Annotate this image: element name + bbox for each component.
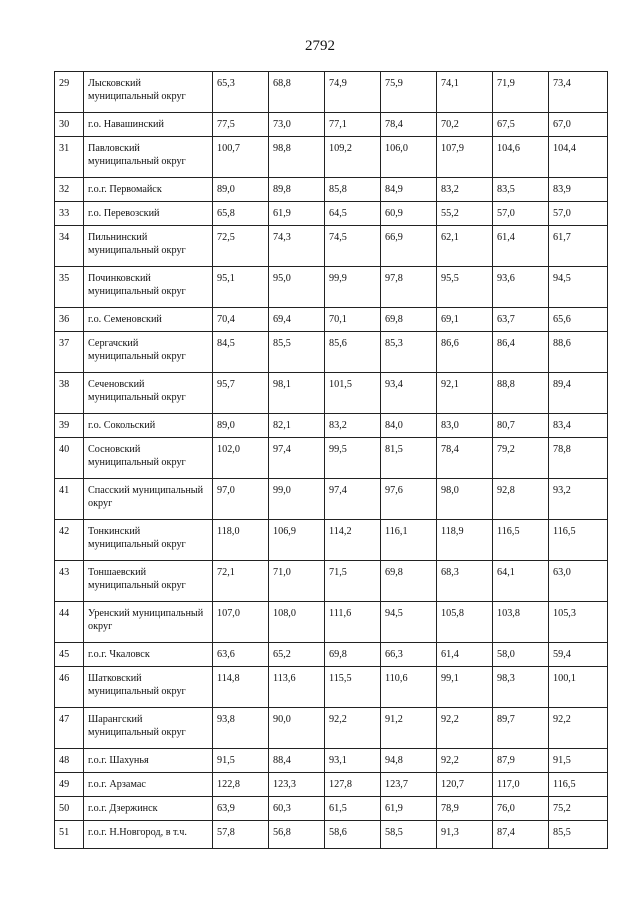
- value-cell: 98,0: [437, 479, 493, 520]
- value-cell: 71,9: [493, 72, 549, 113]
- value-cell: 73,4: [549, 72, 608, 113]
- value-cell: 88,8: [493, 373, 549, 414]
- value-cell: 99,5: [325, 438, 381, 479]
- table-row: [55, 226, 608, 267]
- value-cell: 61,7: [549, 226, 608, 267]
- value-cell: 91,5: [213, 749, 269, 773]
- value-cell: 97,8: [381, 267, 437, 308]
- table-row: [55, 202, 608, 226]
- value-cell: 57,0: [549, 202, 608, 226]
- row-number: 32: [55, 178, 84, 202]
- row-number: 44: [55, 602, 84, 643]
- municipality-name: г.о. Сокольский: [84, 414, 213, 438]
- table-row: [55, 438, 608, 479]
- value-cell: 83,2: [325, 414, 381, 438]
- value-cell: 63,9: [213, 797, 269, 821]
- value-cell: 98,1: [269, 373, 325, 414]
- value-cell: 55,2: [437, 202, 493, 226]
- value-cell: 65,3: [213, 72, 269, 113]
- value-cell: 118,0: [213, 520, 269, 561]
- value-cell: 81,5: [381, 438, 437, 479]
- municipality-name: г.о.г. Шахунья: [84, 749, 213, 773]
- municipality-name: г.о.г. Чкаловск: [84, 643, 213, 667]
- value-cell: 63,0: [549, 561, 608, 602]
- value-cell: 61,9: [269, 202, 325, 226]
- value-cell: 123,3: [269, 773, 325, 797]
- value-cell: 67,0: [549, 113, 608, 137]
- value-cell: 91,5: [549, 749, 608, 773]
- value-cell: 95,5: [437, 267, 493, 308]
- value-cell: 104,6: [493, 137, 549, 178]
- table-row: [55, 373, 608, 414]
- table-row: [55, 308, 608, 332]
- value-cell: 91,2: [381, 708, 437, 749]
- value-cell: 83,0: [437, 414, 493, 438]
- municipality-name: Лысковский муниципальный округ: [84, 72, 213, 113]
- table-row: [55, 708, 608, 749]
- value-cell: 74,3: [269, 226, 325, 267]
- value-cell: 69,1: [437, 308, 493, 332]
- value-cell: 116,5: [493, 520, 549, 561]
- value-cell: 97,0: [213, 479, 269, 520]
- value-cell: 59,4: [549, 643, 608, 667]
- value-cell: 67,5: [493, 113, 549, 137]
- value-cell: 95,1: [213, 267, 269, 308]
- value-cell: 86,6: [437, 332, 493, 373]
- value-cell: 65,2: [269, 643, 325, 667]
- value-cell: 93,6: [493, 267, 549, 308]
- value-cell: 56,8: [269, 821, 325, 849]
- value-cell: 88,6: [549, 332, 608, 373]
- value-cell: 66,3: [381, 643, 437, 667]
- municipality-name: Починковский муниципальный округ: [84, 267, 213, 308]
- municipality-name: Сеченовский муниципальный округ: [84, 373, 213, 414]
- value-cell: 78,9: [437, 797, 493, 821]
- value-cell: 85,6: [325, 332, 381, 373]
- municipality-name: Пильнинский муниципальный округ: [84, 226, 213, 267]
- value-cell: 58,6: [325, 821, 381, 849]
- value-cell: 116,5: [549, 773, 608, 797]
- value-cell: 101,5: [325, 373, 381, 414]
- value-cell: 127,8: [325, 773, 381, 797]
- indicator-table: [54, 71, 608, 849]
- value-cell: 66,9: [381, 226, 437, 267]
- value-cell: 109,2: [325, 137, 381, 178]
- row-number: 40: [55, 438, 84, 479]
- value-cell: 78,8: [549, 438, 608, 479]
- municipality-name: Шатковский муниципальный округ: [84, 667, 213, 708]
- value-cell: 84,5: [213, 332, 269, 373]
- value-cell: 83,2: [437, 178, 493, 202]
- value-cell: 89,8: [269, 178, 325, 202]
- value-cell: 84,9: [381, 178, 437, 202]
- value-cell: 64,5: [325, 202, 381, 226]
- municipality-name: г.о. Перевозский: [84, 202, 213, 226]
- municipality-name: Уренский муниципальный округ: [84, 602, 213, 643]
- value-cell: 92,2: [437, 708, 493, 749]
- value-cell: 79,2: [493, 438, 549, 479]
- value-cell: 77,5: [213, 113, 269, 137]
- row-number: 29: [55, 72, 84, 113]
- municipality-name: г.о.г. Арзамас: [84, 773, 213, 797]
- value-cell: 116,5: [549, 520, 608, 561]
- value-cell: 68,3: [437, 561, 493, 602]
- table-row: [55, 643, 608, 667]
- value-cell: 61,4: [493, 226, 549, 267]
- value-cell: 57,0: [493, 202, 549, 226]
- value-cell: 91,3: [437, 821, 493, 849]
- value-cell: 87,9: [493, 749, 549, 773]
- value-cell: 95,7: [213, 373, 269, 414]
- row-number: 48: [55, 749, 84, 773]
- value-cell: 89,7: [493, 708, 549, 749]
- row-number: 41: [55, 479, 84, 520]
- value-cell: 89,0: [213, 414, 269, 438]
- value-cell: 75,9: [381, 72, 437, 113]
- value-cell: 107,0: [213, 602, 269, 643]
- value-cell: 106,9: [269, 520, 325, 561]
- value-cell: 69,8: [381, 561, 437, 602]
- value-cell: 94,8: [381, 749, 437, 773]
- value-cell: 71,0: [269, 561, 325, 602]
- table-row: [55, 137, 608, 178]
- value-cell: 93,1: [325, 749, 381, 773]
- value-cell: 93,2: [549, 479, 608, 520]
- value-cell: 113,6: [269, 667, 325, 708]
- value-cell: 74,9: [325, 72, 381, 113]
- value-cell: 117,0: [493, 773, 549, 797]
- value-cell: 86,4: [493, 332, 549, 373]
- value-cell: 114,2: [325, 520, 381, 561]
- value-cell: 89,4: [549, 373, 608, 414]
- municipality-name: Спасский муниципальный округ: [84, 479, 213, 520]
- value-cell: 69,8: [381, 308, 437, 332]
- value-cell: 68,8: [269, 72, 325, 113]
- value-cell: 58,0: [493, 643, 549, 667]
- value-cell: 85,8: [325, 178, 381, 202]
- value-cell: 85,5: [549, 821, 608, 849]
- value-cell: 58,5: [381, 821, 437, 849]
- value-cell: 105,8: [437, 602, 493, 643]
- value-cell: 98,8: [269, 137, 325, 178]
- value-cell: 72,5: [213, 226, 269, 267]
- table-row: [55, 773, 608, 797]
- value-cell: 92,2: [549, 708, 608, 749]
- value-cell: 116,1: [381, 520, 437, 561]
- value-cell: 88,4: [269, 749, 325, 773]
- value-cell: 74,5: [325, 226, 381, 267]
- row-number: 45: [55, 643, 84, 667]
- value-cell: 77,1: [325, 113, 381, 137]
- table-row: [55, 267, 608, 308]
- value-cell: 72,1: [213, 561, 269, 602]
- value-cell: 118,9: [437, 520, 493, 561]
- table-row: [55, 667, 608, 708]
- value-cell: 65,6: [549, 308, 608, 332]
- row-number: 37: [55, 332, 84, 373]
- value-cell: 74,1: [437, 72, 493, 113]
- value-cell: 102,0: [213, 438, 269, 479]
- row-number: 39: [55, 414, 84, 438]
- value-cell: 111,6: [325, 602, 381, 643]
- value-cell: 99,0: [269, 479, 325, 520]
- value-cell: 98,3: [493, 667, 549, 708]
- value-cell: 63,6: [213, 643, 269, 667]
- row-number: 30: [55, 113, 84, 137]
- municipality-name: Шарангский муниципальный округ: [84, 708, 213, 749]
- value-cell: 78,4: [437, 438, 493, 479]
- value-cell: 60,3: [269, 797, 325, 821]
- value-cell: 97,6: [381, 479, 437, 520]
- value-cell: 115,5: [325, 667, 381, 708]
- row-number: 49: [55, 773, 84, 797]
- value-cell: 100,1: [549, 667, 608, 708]
- value-cell: 60,9: [381, 202, 437, 226]
- value-cell: 83,9: [549, 178, 608, 202]
- value-cell: 80,7: [493, 414, 549, 438]
- value-cell: 94,5: [549, 267, 608, 308]
- row-number: 42: [55, 520, 84, 561]
- value-cell: 84,0: [381, 414, 437, 438]
- value-cell: 61,4: [437, 643, 493, 667]
- table-row: [55, 414, 608, 438]
- value-cell: 65,8: [213, 202, 269, 226]
- municipality-name: г.о. Навашинский: [84, 113, 213, 137]
- value-cell: 103,8: [493, 602, 549, 643]
- row-number: 34: [55, 226, 84, 267]
- value-cell: 63,7: [493, 308, 549, 332]
- value-cell: 69,8: [325, 643, 381, 667]
- row-number: 38: [55, 373, 84, 414]
- value-cell: 83,4: [549, 414, 608, 438]
- table-row: [55, 821, 608, 849]
- value-cell: 87,4: [493, 821, 549, 849]
- value-cell: 61,9: [381, 797, 437, 821]
- value-cell: 83,5: [493, 178, 549, 202]
- value-cell: 108,0: [269, 602, 325, 643]
- row-number: 31: [55, 137, 84, 178]
- value-cell: 70,2: [437, 113, 493, 137]
- value-cell: 69,4: [269, 308, 325, 332]
- value-cell: 110,6: [381, 667, 437, 708]
- value-cell: 92,8: [493, 479, 549, 520]
- row-number: 50: [55, 797, 84, 821]
- table-row: [55, 520, 608, 561]
- value-cell: 90,0: [269, 708, 325, 749]
- table-row: [55, 602, 608, 643]
- value-cell: 57,8: [213, 821, 269, 849]
- value-cell: 99,9: [325, 267, 381, 308]
- value-cell: 92,1: [437, 373, 493, 414]
- value-cell: 104,4: [549, 137, 608, 178]
- table-row: [55, 797, 608, 821]
- value-cell: 62,1: [437, 226, 493, 267]
- table-body: [55, 72, 608, 849]
- row-number: 43: [55, 561, 84, 602]
- page-number: 2792: [305, 38, 335, 54]
- row-number: 36: [55, 308, 84, 332]
- municipality-name: г.о.г. Первомайск: [84, 178, 213, 202]
- value-cell: 107,9: [437, 137, 493, 178]
- value-cell: 93,4: [381, 373, 437, 414]
- value-cell: 93,8: [213, 708, 269, 749]
- municipality-name: Сосновский муниципальный округ: [84, 438, 213, 479]
- value-cell: 78,4: [381, 113, 437, 137]
- municipality-name: Тоншаевский муниципальный округ: [84, 561, 213, 602]
- value-cell: 105,3: [549, 602, 608, 643]
- municipality-name: Павловский муниципальный округ: [84, 137, 213, 178]
- table-row: [55, 178, 608, 202]
- value-cell: 89,0: [213, 178, 269, 202]
- value-cell: 100,7: [213, 137, 269, 178]
- value-cell: 97,4: [269, 438, 325, 479]
- value-cell: 85,5: [269, 332, 325, 373]
- municipality-name: г.о.г. Дзержинск: [84, 797, 213, 821]
- table-row: [55, 561, 608, 602]
- value-cell: 71,5: [325, 561, 381, 602]
- value-cell: 76,0: [493, 797, 549, 821]
- table-row: [55, 479, 608, 520]
- value-cell: 97,4: [325, 479, 381, 520]
- value-cell: 73,0: [269, 113, 325, 137]
- value-cell: 70,1: [325, 308, 381, 332]
- value-cell: 95,0: [269, 267, 325, 308]
- table-row: [55, 113, 608, 137]
- value-cell: 99,1: [437, 667, 493, 708]
- municipality-name: г.о. Семеновский: [84, 308, 213, 332]
- row-number: 33: [55, 202, 84, 226]
- value-cell: 70,4: [213, 308, 269, 332]
- value-cell: 114,8: [213, 667, 269, 708]
- municipality-name: Тонкинский муниципальный округ: [84, 520, 213, 561]
- row-number: 35: [55, 267, 84, 308]
- municipality-name: г.о.г. Н.Новгород, в т.ч.: [84, 821, 213, 849]
- municipality-name: Сергачский муниципальный округ: [84, 332, 213, 373]
- table-row: [55, 332, 608, 373]
- value-cell: 92,2: [437, 749, 493, 773]
- value-cell: 120,7: [437, 773, 493, 797]
- value-cell: 64,1: [493, 561, 549, 602]
- table-row: [55, 72, 608, 113]
- row-number: 46: [55, 667, 84, 708]
- value-cell: 122,8: [213, 773, 269, 797]
- value-cell: 85,3: [381, 332, 437, 373]
- table-row: [55, 749, 608, 773]
- value-cell: 75,2: [549, 797, 608, 821]
- value-cell: 92,2: [325, 708, 381, 749]
- row-number: 47: [55, 708, 84, 749]
- row-number: 51: [55, 821, 84, 849]
- value-cell: 123,7: [381, 773, 437, 797]
- value-cell: 106,0: [381, 137, 437, 178]
- value-cell: 61,5: [325, 797, 381, 821]
- value-cell: 82,1: [269, 414, 325, 438]
- value-cell: 94,5: [381, 602, 437, 643]
